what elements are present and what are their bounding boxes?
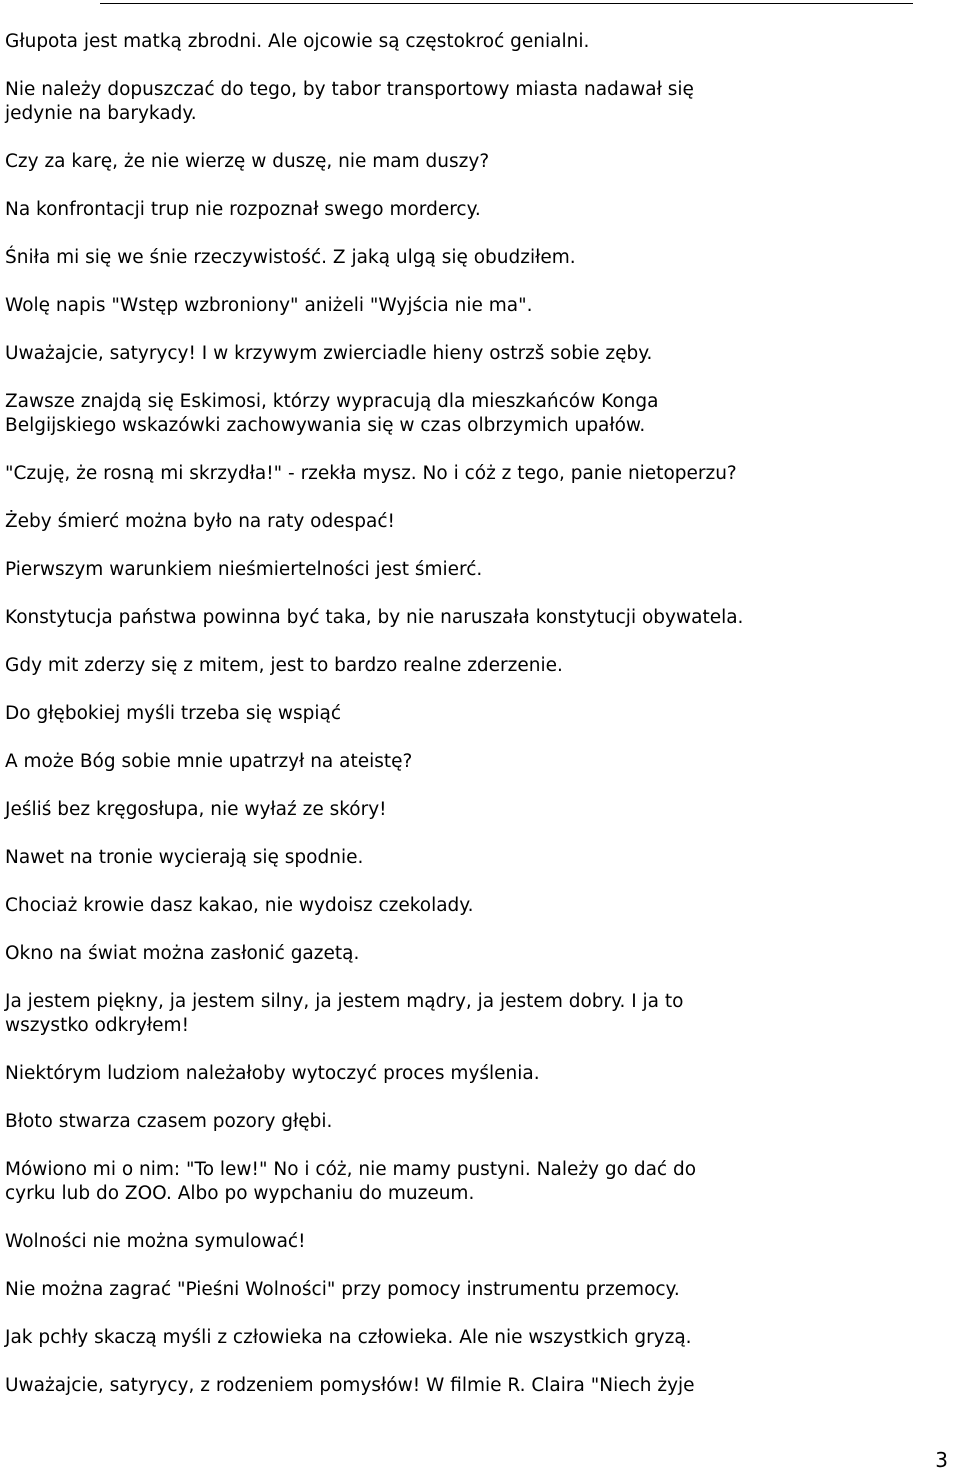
aphorism-paragraph: Śniła mi się we śnie rzeczywistość. Z jaką ulgą się obudziłem. [5, 247, 576, 268]
aphorism-paragraph: Konstytucja państwa powinna być taka, by nie naruszała konstytucji obywatela. [5, 607, 744, 628]
aphorism-paragraph: Czy za karę, że nie wierzę w duszę, nie mam duszy? [5, 151, 490, 172]
aphorism-paragraph: Uważajcie, satyrycy! I w krzywym zwierciadle hieny ostrzš sobie zęby. [5, 343, 653, 364]
aphorism-paragraph: Na konfrontacji trup nie rozpoznał swego mordercy. [5, 199, 481, 220]
aphorism-paragraph: Jak pchły skaczą myśli z człowieka na człowieka. Ale nie wszystkich gryzą. [5, 1327, 692, 1348]
aphorism-paragraph: Ja jestem piękny, ja jestem silny, ja jestem mądry, ja jestem dobry. I ja to wszystko odkryłem! [5, 991, 684, 1036]
page-number: 3 [935, 1448, 948, 1472]
aphorism-paragraph: Nie można zagrać "Pieśni Wolności" przy pomocy instrumentu przemocy. [5, 1279, 680, 1300]
aphorism-paragraph: Nie należy dopuszczać do tego, by tabor transportowy miasta nadawał się jedynie na barykady. [5, 79, 694, 124]
aphorism-paragraph: Pierwszym warunkiem nieśmiertelności jest śmierć. [5, 559, 483, 580]
aphorism-paragraph: Wolę napis "Wstęp wzbroniony" aniżeli "Wyjścia nie ma". [5, 295, 533, 316]
document-body [5, 30, 745, 1422]
aphorism-paragraph: A może Bóg sobie mnie upatrzył na ateistę? [5, 751, 413, 772]
aphorism-paragraph: Błoto stwarza czasem pozory głębi. [5, 1111, 333, 1132]
aphorism-paragraph: Wolności nie można symulować! [5, 1231, 306, 1252]
aphorism-paragraph: Niektórym ludziom należałoby wytoczyć proces myślenia. [5, 1063, 540, 1084]
header-rule [100, 3, 913, 4]
aphorism-paragraph: Jeśliś bez kręgosłupa, nie wyłaź ze skóry! [5, 799, 387, 820]
aphorism-paragraph: "Czuję, że rosną mi skrzydła!" - rzekła mysz. No i cóż z tego, panie nietoperzu? [5, 463, 737, 484]
aphorism-paragraph: Uważajcie, satyrycy, z rodzeniem pomysłów! W filmie R. Claira "Niech żyje [5, 1375, 695, 1396]
aphorism-paragraph: Nawet na tronie wycierają się spodnie. [5, 847, 364, 868]
aphorism-paragraph: Mówiono mi o nim: "To lew!" No i cóż, nie mamy pustyni. Należy go dać do cyrku lub do ZOO. Albo po wypchaniu do muzeum. [5, 1159, 697, 1204]
aphorism-paragraph: Okno na świat można zasłonić gazetą. [5, 943, 360, 964]
aphorism-paragraph: Głupota jest matką zbrodni. Ale ojcowie są częstokroć genialni. [5, 31, 590, 52]
aphorism-paragraph: Żeby śmierć można było na raty odespać! [5, 511, 395, 532]
aphorism-paragraph: Zawsze znajdą się Eskimosi, którzy wypracują dla mieszkańców Konga Belgijskiego wskazówki zachowywania się w czas olbrzymich upałów. [5, 391, 659, 436]
aphorism-paragraph: Do głębokiej myśli trzeba się wspiąć [5, 703, 342, 724]
aphorism-paragraph: Gdy mit zderzy się z mitem, jest to bardzo realne zderzenie. [5, 655, 563, 676]
aphorism-paragraph: Chociaż krowie dasz kakao, nie wydoisz czekolady. [5, 895, 474, 916]
